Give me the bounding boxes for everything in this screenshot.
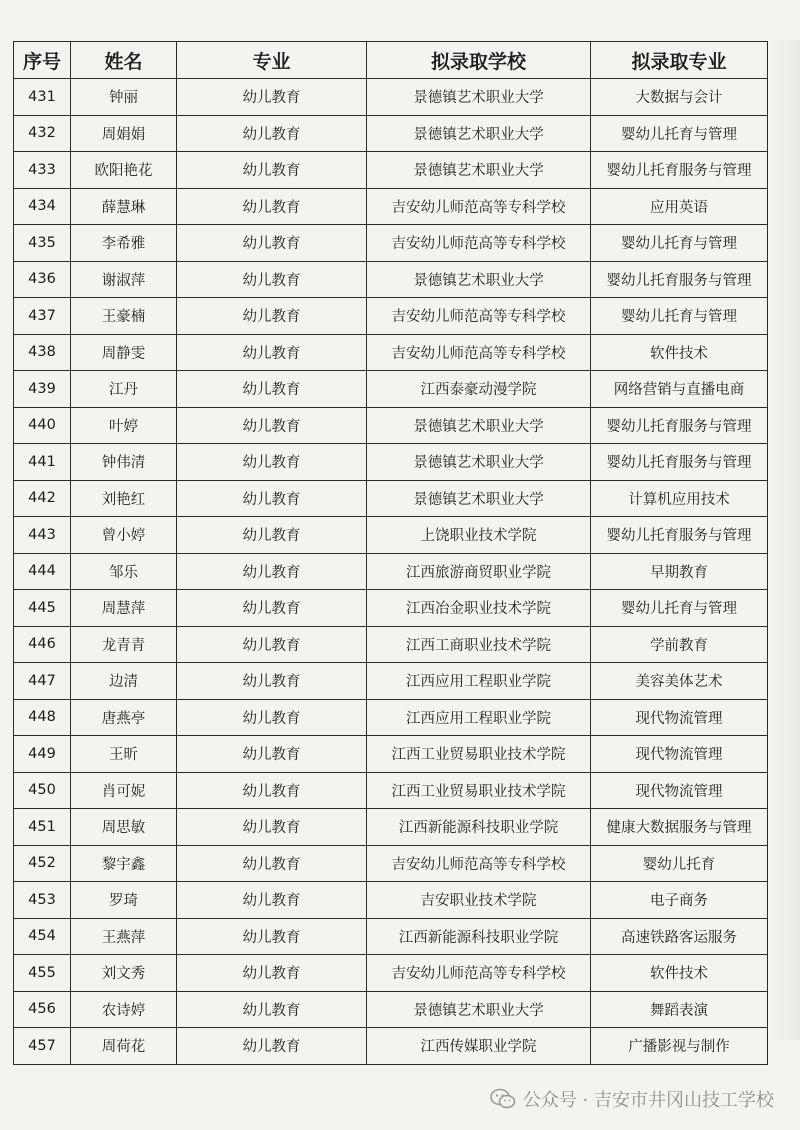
cell-major: 幼儿教育	[177, 371, 367, 408]
cell-index: 438	[14, 334, 71, 371]
cell-name: 曾小婷	[71, 517, 177, 554]
cell-admitted-major: 婴幼儿托育与管理	[591, 298, 768, 335]
cell-admitted-major: 婴幼儿托育服务与管理	[591, 517, 768, 554]
cell-admitted-major: 婴幼儿托育与管理	[591, 590, 768, 627]
cell-major: 幼儿教育	[177, 809, 367, 846]
cell-index: 451	[14, 809, 71, 846]
cell-admitted-major: 电子商务	[591, 882, 768, 919]
table-row	[14, 334, 768, 371]
cell-admitted-major: 大数据与会计	[591, 79, 768, 116]
cell-school: 江西旅游商贸职业学院	[367, 553, 591, 590]
cell-school: 吉安幼儿师范高等专科学校	[367, 955, 591, 992]
cell-name: 周静雯	[71, 334, 177, 371]
cell-index: 452	[14, 845, 71, 882]
cell-school: 江西工业贸易职业技术学院	[367, 772, 591, 809]
header-index: 序号	[14, 42, 71, 79]
cell-index: 457	[14, 1028, 71, 1065]
cell-name: 钟丽	[71, 79, 177, 116]
cell-major: 幼儿教育	[177, 991, 367, 1028]
wechat-icon	[490, 1088, 516, 1110]
cell-name: 龙青青	[71, 626, 177, 663]
cell-name: 王豪楠	[71, 298, 177, 335]
cell-index: 453	[14, 882, 71, 919]
cell-name: 王昕	[71, 736, 177, 773]
table-row	[14, 845, 768, 882]
cell-admitted-major: 学前教育	[591, 626, 768, 663]
cell-admitted-major: 早期教育	[591, 553, 768, 590]
cell-major: 幼儿教育	[177, 553, 367, 590]
table-row	[14, 918, 768, 955]
cell-major: 幼儿教育	[177, 772, 367, 809]
cell-index: 445	[14, 590, 71, 627]
cell-school: 景德镇艺术职业大学	[367, 444, 591, 481]
cell-index: 446	[14, 626, 71, 663]
table-row	[14, 553, 768, 590]
cell-major: 幼儿教育	[177, 736, 367, 773]
cell-major: 幼儿教育	[177, 188, 367, 225]
cell-name: 李希雅	[71, 225, 177, 262]
cell-name: 农诗婷	[71, 991, 177, 1028]
cell-admitted-major: 现代物流管理	[591, 699, 768, 736]
cell-school: 上饶职业技术学院	[367, 517, 591, 554]
cell-admitted-major: 现代物流管理	[591, 736, 768, 773]
table-row	[14, 809, 768, 846]
cell-admitted-major: 高速铁路客运服务	[591, 918, 768, 955]
cell-major: 幼儿教育	[177, 152, 367, 189]
cell-school: 江西应用工程职业学院	[367, 699, 591, 736]
cell-name: 周娟娟	[71, 115, 177, 152]
cell-school: 江西传媒职业学院	[367, 1028, 591, 1065]
cell-major: 幼儿教育	[177, 955, 367, 992]
table-row	[14, 188, 768, 225]
cell-name: 谢淑萍	[71, 261, 177, 298]
table-row	[14, 626, 768, 663]
cell-admitted-major: 广播影视与制作	[591, 1028, 768, 1065]
cell-major: 幼儿教育	[177, 590, 367, 627]
cell-index: 435	[14, 225, 71, 262]
table-row	[14, 882, 768, 919]
cell-major: 幼儿教育	[177, 517, 367, 554]
cell-index: 455	[14, 955, 71, 992]
cell-name: 薛慧琳	[71, 188, 177, 225]
cell-name: 边清	[71, 663, 177, 700]
cell-school: 景德镇艺术职业大学	[367, 407, 591, 444]
table-row	[14, 225, 768, 262]
table-row	[14, 590, 768, 627]
cell-name: 邹乐	[71, 553, 177, 590]
cell-major: 幼儿教育	[177, 663, 367, 700]
header-school: 拟录取学校	[367, 42, 591, 79]
cell-index: 443	[14, 517, 71, 554]
table-body	[14, 79, 768, 1065]
cell-admitted-major: 计算机应用技术	[591, 480, 768, 517]
cell-index: 444	[14, 553, 71, 590]
cell-major: 幼儿教育	[177, 225, 367, 262]
cell-admitted-major: 婴幼儿托育服务与管理	[591, 261, 768, 298]
cell-school: 江西应用工程职业学院	[367, 663, 591, 700]
cell-major: 幼儿教育	[177, 699, 367, 736]
cell-major: 幼儿教育	[177, 1028, 367, 1065]
cell-major: 幼儿教育	[177, 407, 367, 444]
cell-index: 436	[14, 261, 71, 298]
table-row	[14, 699, 768, 736]
cell-index: 447	[14, 663, 71, 700]
cell-school: 景德镇艺术职业大学	[367, 115, 591, 152]
cell-admitted-major: 婴幼儿托育与管理	[591, 225, 768, 262]
table-row	[14, 772, 768, 809]
cell-major: 幼儿教育	[177, 845, 367, 882]
table-row	[14, 261, 768, 298]
cell-major: 幼儿教育	[177, 298, 367, 335]
cell-admitted-major: 婴幼儿托育服务与管理	[591, 152, 768, 189]
cell-admitted-major: 软件技术	[591, 334, 768, 371]
header-major: 专业	[177, 42, 367, 79]
cell-index: 432	[14, 115, 71, 152]
cell-major: 幼儿教育	[177, 918, 367, 955]
cell-admitted-major: 现代物流管理	[591, 772, 768, 809]
cell-school: 江西冶金职业技术学院	[367, 590, 591, 627]
cell-name: 周慧萍	[71, 590, 177, 627]
table-row	[14, 480, 768, 517]
cell-admitted-major: 美容美体艺术	[591, 663, 768, 700]
cell-index: 437	[14, 298, 71, 335]
table-row	[14, 955, 768, 992]
cell-index: 440	[14, 407, 71, 444]
cell-index: 456	[14, 991, 71, 1028]
cell-admitted-major: 婴幼儿托育	[591, 845, 768, 882]
cell-school: 吉安幼儿师范高等专科学校	[367, 298, 591, 335]
cell-name: 欧阳艳花	[71, 152, 177, 189]
table-row	[14, 298, 768, 335]
scan-edge-shadow	[767, 40, 800, 1040]
cell-major: 幼儿教育	[177, 444, 367, 481]
table-row	[14, 79, 768, 116]
cell-name: 刘文秀	[71, 955, 177, 992]
cell-school: 景德镇艺术职业大学	[367, 991, 591, 1028]
cell-school: 景德镇艺术职业大学	[367, 480, 591, 517]
cell-school: 江西工商职业技术学院	[367, 626, 591, 663]
cell-index: 450	[14, 772, 71, 809]
cell-name: 唐燕亭	[71, 699, 177, 736]
table-row	[14, 991, 768, 1028]
cell-school: 景德镇艺术职业大学	[367, 79, 591, 116]
table-row	[14, 407, 768, 444]
cell-admitted-major: 婴幼儿托育服务与管理	[591, 444, 768, 481]
cell-index: 448	[14, 699, 71, 736]
cell-index: 442	[14, 480, 71, 517]
cell-school: 吉安幼儿师范高等专科学校	[367, 334, 591, 371]
cell-school: 江西新能源科技职业学院	[367, 809, 591, 846]
cell-admitted-major: 舞蹈表演	[591, 991, 768, 1028]
cell-name: 江丹	[71, 371, 177, 408]
cell-major: 幼儿教育	[177, 79, 367, 116]
cell-major: 幼儿教育	[177, 480, 367, 517]
cell-major: 幼儿教育	[177, 882, 367, 919]
cell-name: 周思敏	[71, 809, 177, 846]
cell-major: 幼儿教育	[177, 334, 367, 371]
cell-school: 江西工业贸易职业技术学院	[367, 736, 591, 773]
cell-name: 叶婷	[71, 407, 177, 444]
cell-school: 吉安职业技术学院	[367, 882, 591, 919]
cell-index: 441	[14, 444, 71, 481]
cell-index: 454	[14, 918, 71, 955]
cell-admitted-major: 婴幼儿托育与管理	[591, 115, 768, 152]
header-admitted-major: 拟录取专业	[591, 42, 768, 79]
cell-admitted-major: 应用英语	[591, 188, 768, 225]
cell-school: 吉安幼儿师范高等专科学校	[367, 845, 591, 882]
cell-index: 449	[14, 736, 71, 773]
table-row	[14, 663, 768, 700]
cell-major: 幼儿教育	[177, 261, 367, 298]
cell-name: 钟伟清	[71, 444, 177, 481]
cell-index: 434	[14, 188, 71, 225]
cell-school: 吉安幼儿师范高等专科学校	[367, 225, 591, 262]
table-row	[14, 736, 768, 773]
cell-name: 肖可妮	[71, 772, 177, 809]
cell-index: 431	[14, 79, 71, 116]
watermark-text: 公众号 · 吉安市井冈山技工学校	[522, 1090, 774, 1111]
cell-admitted-major: 健康大数据服务与管理	[591, 809, 768, 846]
table-row	[14, 1028, 768, 1065]
cell-school: 江西新能源科技职业学院	[367, 918, 591, 955]
cell-major: 幼儿教育	[177, 115, 367, 152]
cell-major: 幼儿教育	[177, 626, 367, 663]
admission-table	[13, 41, 768, 1065]
table-row	[14, 371, 768, 408]
table-header-row	[14, 42, 768, 79]
cell-index: 433	[14, 152, 71, 189]
table-row	[14, 517, 768, 554]
cell-school: 景德镇艺术职业大学	[367, 261, 591, 298]
cell-index: 439	[14, 371, 71, 408]
cell-school: 江西泰豪动漫学院	[367, 371, 591, 408]
cell-name: 罗琦	[71, 882, 177, 919]
header-name: 姓名	[71, 42, 177, 79]
cell-admitted-major: 网络营销与直播电商	[591, 371, 768, 408]
cell-school: 景德镇艺术职业大学	[367, 152, 591, 189]
cell-name: 黎宇鑫	[71, 845, 177, 882]
cell-admitted-major: 婴幼儿托育服务与管理	[591, 407, 768, 444]
table-row	[14, 115, 768, 152]
cell-name: 王燕萍	[71, 918, 177, 955]
cell-name: 周荷花	[71, 1028, 177, 1065]
cell-school: 吉安幼儿师范高等专科学校	[367, 188, 591, 225]
table-row	[14, 152, 768, 189]
cell-name: 刘艳红	[71, 480, 177, 517]
cell-admitted-major: 软件技术	[591, 955, 768, 992]
table-row	[14, 444, 768, 481]
watermark	[490, 1086, 774, 1112]
